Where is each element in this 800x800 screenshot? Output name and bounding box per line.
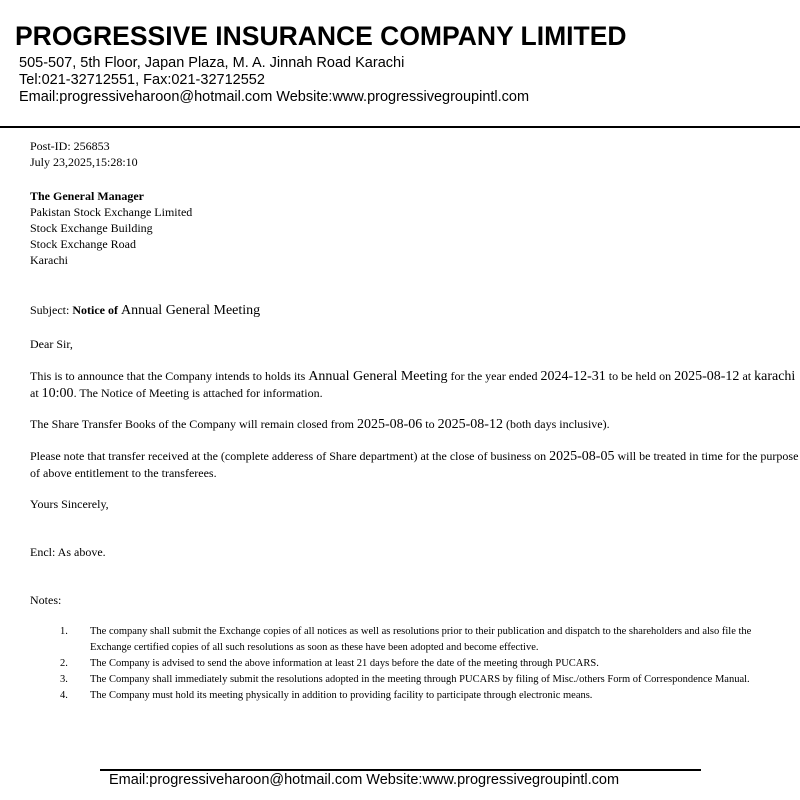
recipient-line-4: Karachi xyxy=(30,253,68,267)
enclosure: Encl: As above. xyxy=(30,545,106,559)
subject-label: Subject: xyxy=(30,303,70,317)
closure-to-date: 2025-08-12 xyxy=(437,417,503,432)
footer-email-website: Email:progressiveharoon@hotmail.com Website:www.progressivegroupintl.com xyxy=(109,772,620,788)
recipient-line-3: Stock Exchange Road xyxy=(30,237,136,251)
recipient-title: The General Manager xyxy=(30,189,144,203)
meeting-time: 10:00 xyxy=(41,386,74,401)
notes-label: Notes: xyxy=(30,593,62,607)
note-item: 3. The Company shall immediately submit the resolutions adopted in the meeting through PUCARS by filing of Misc./others Form of Correspondence Manual. xyxy=(60,674,750,685)
year-end-date: 2024-12-31 xyxy=(540,369,606,384)
post-date: July 23,2025,15:28:10 xyxy=(30,155,138,169)
subject-meeting: Annual General Meeting xyxy=(120,303,261,318)
post-id: Post-ID: 256853 xyxy=(30,139,110,153)
company-tel-fax: Tel:021-32712551, Fax:021-32712552 xyxy=(19,72,265,88)
subject-notice: Notice of xyxy=(72,303,118,317)
meeting-date: 2025-08-12 xyxy=(674,369,740,384)
company-address: 505-507, 5th Floor, Japan Plaza, M. A. Jinnah Road Karachi xyxy=(19,55,405,71)
recipient-line-1: Pakistan Stock Exchange Limited xyxy=(30,205,193,219)
company-name: PROGRESSIVE INSURANCE COMPANY LIMITED xyxy=(15,21,627,51)
recipient-line-2: Stock Exchange Building xyxy=(30,221,153,235)
header-divider xyxy=(0,126,800,128)
book-closure-paragraph: The Share Transfer Books of the Company will remain closed from 2025-08-06 to 2025-08-12 (both days inclusive). xyxy=(30,417,610,432)
company-email-website: Email:progressiveharoon@hotmail.com Website:www.progressivegroupintl.com xyxy=(19,89,530,105)
footer-divider xyxy=(100,769,701,771)
announcement-paragraph: This is to announce that the Company intends to holds its Annual General Meeting for the year ended 2024-12-31 to be held on 2025-08-12 at karachi at 10:00. The Notice of Meeting is attached for information. xyxy=(30,369,796,401)
salutation: Dear Sir, xyxy=(30,337,73,351)
note-item: 4. The Company must hold its meeting physically in addition to providing facility to participate through electronic means. xyxy=(60,690,593,701)
closing: Yours Sincerely, xyxy=(30,497,109,511)
note-item: 2. The Company is advised to send the above information at least 21 days before the date of the meeting through PUCARS. xyxy=(60,658,599,669)
meeting-city: karachi xyxy=(754,369,796,384)
note-item: 1. The company shall submit the Exchange copies of all notices as well as resolutions prior to their publication and dispatch to the shareholders and also file the Exchange certified copies of all such resolutions as soon as these have been adopted and become effective. xyxy=(60,626,752,653)
notes-list xyxy=(30,624,790,704)
subject-line xyxy=(30,303,260,319)
transfer-date: 2025-08-05 xyxy=(549,449,615,464)
closure-from-date: 2025-08-06 xyxy=(356,417,423,432)
transfer-paragraph: Please note that transfer received at the (complete adderess of Share department) at the close of business on 2025-08-05 will be treated in time for the purpose of above entitlement to the transferees. xyxy=(30,449,799,480)
meeting-type: Annual General Meeting xyxy=(308,369,448,384)
